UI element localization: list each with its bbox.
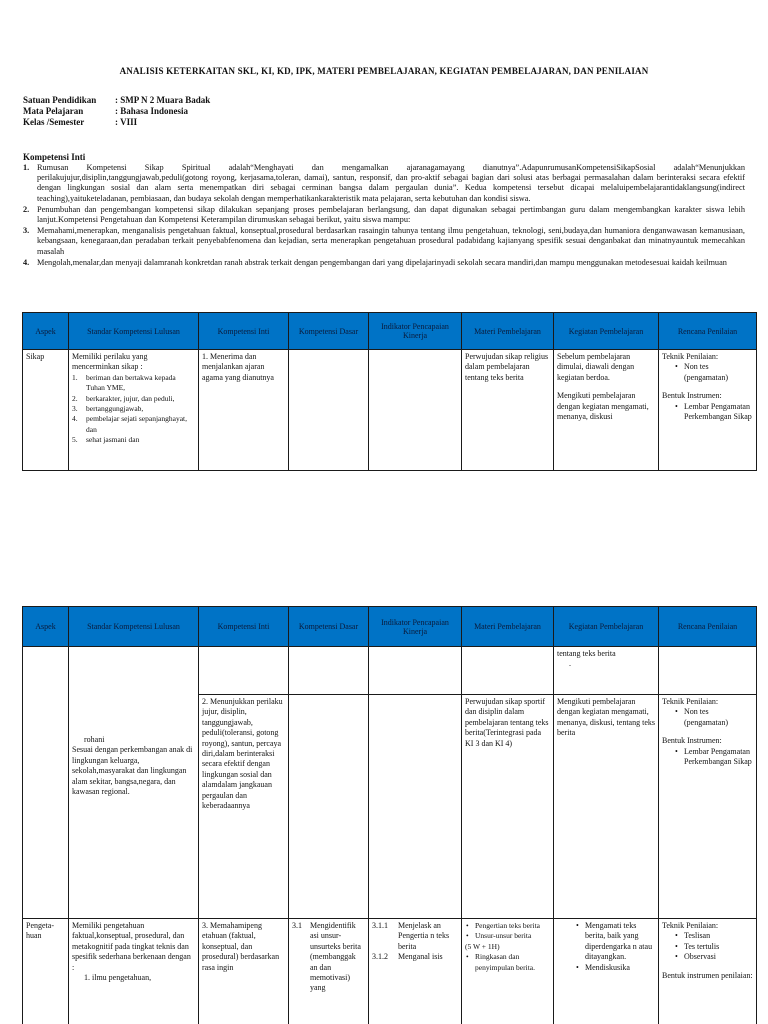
meta-row-class: Kelas /Semester : VIII [23, 117, 138, 127]
table-row [23, 350, 757, 471]
document-meta [23, 95, 210, 128]
cell-penilaian [659, 647, 757, 695]
cell-skl: Memiliki pengetahuan faktual,konseptual, prosedural, dan metakognitif pada tingkat teknis dan spesifik sederhana berkenaan dengan : 1. ilmu pengetahuan, [69, 919, 199, 1024]
table-header-row [23, 313, 757, 350]
cell-ipk [369, 350, 462, 471]
cell-ipk [369, 695, 462, 919]
table-row [23, 647, 757, 695]
cell-kd: 3.1 Mengidentifik asi unsur-unsurteks berita (membanggak an dan memotivasi) yang [289, 919, 369, 1024]
cell-skl: rohani Sesuai dengan perkembangan anak di lingkungan keluarga, sekolah,masyarakat dan lingkungan alam sekitar, bangsa,negara, dan kawasan regional. [69, 647, 199, 919]
analysis-table-2 [22, 606, 757, 1024]
cell-kd [289, 647, 369, 695]
header-ki: Kompetensi Inti [199, 607, 289, 647]
header-ki: Kompetensi Inti [199, 313, 289, 350]
meta-row-school: Satuan Pendidikan : SMP N 2 Muara Badak [23, 95, 211, 105]
header-kd: Kompetensi Dasar [289, 607, 369, 647]
list-item: • Unsur-unsur berita [465, 931, 550, 941]
page-gap [0, 505, 768, 605]
list-item: 4. pembelajar sejati sepanjanghayat, dan [72, 414, 187, 434]
page-one [0, 0, 768, 505]
document-title: ANALISIS KETERKAITAN SKL, KI, KD, IPK, MATERI PEMBELAJARAN, KEGIATAN PEMBELAJARAN, DAN PENILAIAN [119, 66, 649, 76]
cell-aspek [23, 647, 69, 919]
cell-penilaian: Teknik Penilaian: • Non tes (pengamatan) Bentuk Instrumen: • Lembar Pengamatan Perkembangan Sikap [659, 350, 757, 471]
ki-item: 2. Penumbuhan dan pengembangan kompetensi sikap dilakukan sepanjang proses pembelajaran berlangsung, dan dapat digunakan sebagai pertimbangan guru dalam mengembangkan karakter siswa lebih lanjut.Kompetensi Pengetahuan dan Kompetensi Keterampilan dirumuskan sebagai berikut, yaitu siswa mampu: [23, 204, 745, 225]
list-item: • Lembar Pengamatan Perkembangan Sikap [674, 402, 753, 423]
cell-kegiatan: tentang teks berita . [554, 647, 659, 695]
list-item: • Non tes (pengamatan) [674, 707, 753, 728]
analysis-table-1 [22, 312, 757, 471]
list-item: • Teslisan [674, 931, 753, 941]
list-item: • Tes tertulis [674, 942, 753, 952]
list-item: • Mengamati teks berita, baik yang diperdengarka n atau ditayangkan. [575, 921, 655, 963]
header-penilaian: Rencana Penilaian [659, 607, 757, 647]
ki-item: 4. Mengolah,menalar,dan menyaji dalamranah konkretdan ranah abstrak terkait dengan pengembangan dari yang dipelajarinyadi sekolah secara mandiri,dan mampu menggunakan metodesesuai kaidah keilmuan [23, 257, 727, 267]
header-skl: Standar Kompetensi Lulusan [69, 313, 199, 350]
cell-kd [289, 695, 369, 919]
list-item: • Observasi [674, 952, 753, 962]
cell-kegiatan [554, 919, 659, 1024]
ki-list [23, 163, 745, 269]
header-penilaian: Rencana Penilaian [659, 313, 757, 350]
header-kegiatan: Kegiatan Pembelajaran [554, 313, 659, 350]
header-ipk: Indikator Pencapaian Kinerja [369, 313, 462, 350]
cell-materi: • Pengertian teks berita • Unsur-unsur berita (5 W + 1H) • Ringkasan dan penyimpulan berita. [462, 919, 554, 1024]
cell-materi [462, 647, 554, 695]
cell-penilaian: Teknik Penilaian: • Teslisan • Tes tertulis • Observasi Bentuk instrumen penilaian: [659, 919, 757, 1024]
list-item: • Pengertian teks berita [465, 921, 550, 931]
cell-kd [289, 350, 369, 471]
list-item: 1. beriman dan bertakwa kepada Tuhan YME, [72, 372, 176, 393]
table-header-row [23, 607, 757, 647]
list-item: 2. berkarakter, jujur, dan peduli, [72, 393, 175, 403]
list-item: • Non tes (pengamatan) [674, 362, 753, 383]
cell-ki: 1. Menerima dan menjalankan ajaran agama yang dianutnya [199, 350, 289, 471]
cell-ki [199, 647, 289, 695]
header-aspek: Aspek [23, 313, 69, 350]
header-kegiatan: Kegiatan Pembelajaran [554, 607, 659, 647]
table-row [23, 919, 757, 1024]
cell-ki: 3. Memahamipeng etahuan (faktual, konseptual, dan prosedural) berdasarkan rasa ingin [199, 919, 289, 1024]
list-item: • Lembar Pengamatan Perkembangan Sikap [674, 747, 753, 768]
ki-item: 3. Memahami,menerapkan, menganalisis pengetahuan faktual, konseptual,prosedural berdasarkan rasaingin tahunya tentang ilmu pengetahuan, teknologi, seni,budaya,dan humaniora denganwawasan kemanusiaan, kebangsaan, kenegaraan,dan peradaban terkait penyebabfenomena dan kejadian, serta menerapkan pengetahuan prosedural padabidang kajianyang spesifik sesuai denganbakat dan minatnyauntuk memecahkan masalah [23, 226, 745, 256]
cell-ipk [369, 919, 462, 1024]
header-ipk: Indikator Pencapaian Kinerja [369, 607, 462, 647]
header-skl: Standar Kompetensi Lulusan [69, 607, 199, 647]
header-aspek: Aspek [23, 607, 69, 647]
cell-ipk [369, 647, 462, 695]
list-item: • Ringkasan dan penyimpulan berita. [465, 952, 550, 973]
list-item: • Mendiskusika [575, 963, 655, 973]
cell-materi: Perwujudan sikap sportif dan disiplin dalam pembelajaran tentang teks berita(Terintegrasi pada KI 3 dan KI 4) [462, 695, 554, 919]
list-item: 3. bertanggungjawab, [72, 404, 144, 414]
cell-kegiatan: Sebelum pembelajaran dimulai, diawali dengan kegiatan berdoa. Mengikuti pembelajaran dengan kegiatan mengamati, menanya, diskusi [554, 350, 659, 471]
skl-list [72, 373, 195, 446]
cell-aspek: Pengeta-huan [23, 919, 69, 1024]
ki-item: 1. Rumusan Kompetensi Sikap Spiritual adalah“Menghayati dan mengamalkan ajaranagamayang dianutnya”.AdapunrumusanKompetensiSikapSosial adalah“Menunjukkan perilakujujur,disiplin,tanggungjawab,peduli(gotong royong, kerjasama,toleran, damai), santun, responsif, dan pro-aktif sebagai bagian dari solusi atas berbagai permasalahan dalam berinteraksi secara efektif dengan lingkungan sosial dan alam serta menempatkan diri sebagai cerminan bangsa dalam pergaulan dunia”. Kedua kompetensi tersebut dicapai melaluipembelajarantidaklangsung(indirect teaching),yaituketeladanan, pembiasaan, dan budaya sekolah dengan memperhatikankarakteristik mata pelajaran, serta kebutuhan dan kondisi siswa. [23, 163, 745, 203]
cell-aspek: Sikap [23, 350, 69, 471]
header-materi: Materi Pembelajaran [462, 607, 554, 647]
cell-materi: Perwujudan sikap religius dalam pembelajaran tentang teks berita [462, 350, 554, 471]
cell-ki: 2. Menunjukkan perilaku jujur, disiplin, tanggungjawab, peduli(toleransi, gotong royong), santun, percaya diri,dalam berinteraksi secara efektif dengan lingkungan sosial dan alamdalam jangkauan pergaulan dan keberadaannya [199, 695, 289, 919]
cell-kegiatan: Mengikuti pembelajaran dengan kegiatan mengamati, menanya, diskusi, tentang teks berita [554, 695, 659, 919]
list-item: 3.1.1 Menjelask an Pengertia n teks berita [372, 921, 450, 951]
cell-skl: Memiliki perilaku yang mencerminkan sikap : 1. beriman dan bertakwa kepada Tuhan YME, 2. berkarakter, jujur, dan peduli, 3. bertanggungjawab, 4. pembelajar sejati sepanjanghayat, dan 5. sehat jasmani dan [69, 350, 199, 471]
ki-heading: Kompetensi Inti [23, 152, 86, 162]
header-kd: Kompetensi Dasar [289, 313, 369, 350]
header-materi: Materi Pembelajaran [462, 313, 554, 350]
meta-row-subject: Mata Pelajaran : Bahasa Indonesia [23, 106, 189, 116]
list-item: 5. sehat jasmani dan [72, 435, 140, 445]
list-item: 3.1.2 Menganal isis [372, 952, 443, 962]
cell-penilaian: Teknik Penilaian: • Non tes (pengamatan) Bentuk Instrumen: • Lembar Pengamatan Perkembangan Sikap [659, 695, 757, 919]
